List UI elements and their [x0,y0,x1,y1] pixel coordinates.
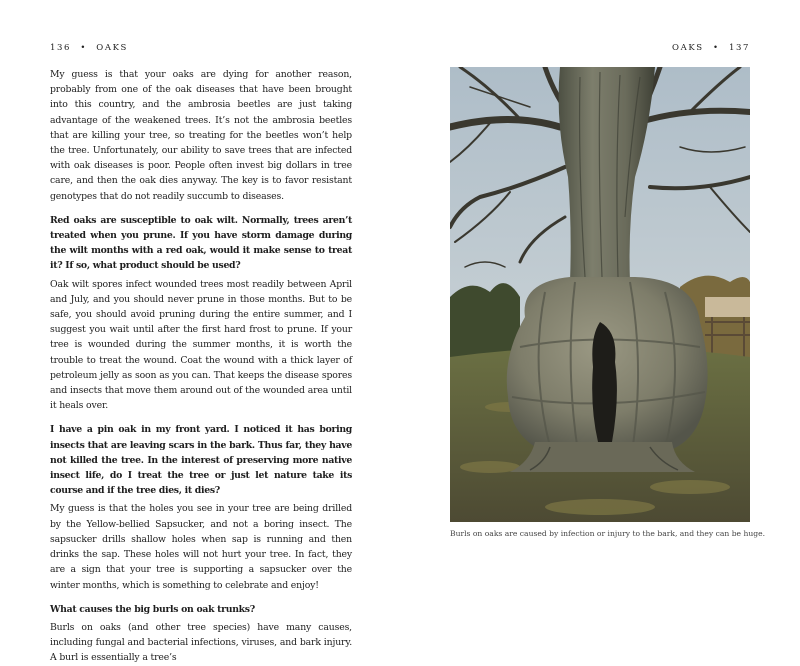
right-running-head [672,43,750,53]
burl-oak-illustration [450,67,750,522]
answer-paragraph: Burls on oaks (and other tree species) have many causes, including fungal and bacterial infections, viruses, and bark injury. A burl is essentially a tree’s [50,621,352,664]
burl-oak-photo [450,67,750,522]
right-section-title: OAKS [672,43,704,53]
right-page-number: 137 [728,43,750,53]
left-page-number: 136 [50,43,72,53]
left-running-head [50,43,128,53]
left-page [0,0,400,664]
right-page [400,0,800,600]
answer-paragraph: My guess is that the holes you see in your tree are being drilled by the Yellow-bellied Sapsucker, and not a boring insect. The sapsucker drills shallow holes when sap is running and then drinks the sap. These holes will not hurt your tree. In fact, they are a sign that your tree is supporting a sapsucker over the winter months, which is something to celebrate and enjoy! [50,503,352,591]
left-head-separator: • [80,43,87,53]
answer-paragraph: Oak wilt spores infect wounded trees most readily between April and July, and you should never prune in those months. But to be safe, you should avoid pruning during the entire summer, and I suggest you wait until after the first hard frost to prune. If your tree is wounded during the summer months, it is worth the trouble to treat the wound. Coat the wound with a thick layer of petroleum jelly as soon as you can. That keeps the disease spores and insects that move them around out of the wounded area until it heals over. [50,278,352,412]
photo-caption: Burls on oaks are caused by infection or injury to the bark, and they can be huge. [450,529,766,538]
left-body-text [50,67,352,666]
question-paragraph: Red oaks are susceptible to oak wilt. Normally, trees aren’t treated when you prune. If you have storm damage during the wilt months with a red oak, would it make sense to treat it? If so, what product should be used? [50,214,352,272]
answer-paragraph: My guess is that your oaks are dying for another reason, probably from one of the oak diseases that have been brought into this country, and the ambrosia beetles are just taking advantage of the weakened trees. It’s not the ambrosia beetles that are killing your tree, so treating for the beetles won’t help the tree. Unfortunately, our ability to save trees that are infected with oak diseases is poor. People often invest big dollars in tree care, and then the oak dies anyway. The key is to favor resistant genotypes that do not readily succumb to diseases. [50,69,352,202]
right-head-separator: • [713,43,720,53]
left-section-title: OAKS [96,43,128,53]
question-paragraph: What causes the big burls on oak trunks? [50,603,255,615]
question-paragraph: I have a pin oak in my front yard. I noticed it has boring insects that are leaving scars in the bark. Thus far, they have not killed the tree. In the interest of preserving more native insect life, do I treat the tree or just let nature take its course and if the tree dies, it dies? [50,424,352,497]
